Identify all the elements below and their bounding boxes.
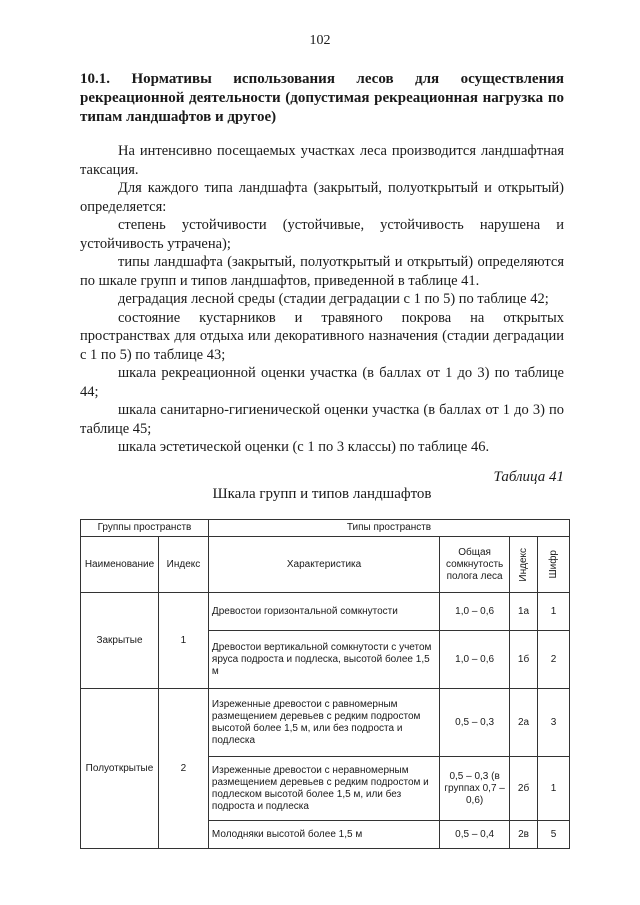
- group-name: Закрытые: [81, 593, 159, 689]
- code-cell: 5: [538, 821, 570, 849]
- paragraph: Для каждого типа ландшафта (закрытый, полуоткрытый и открытый) определяется:: [80, 180, 564, 215]
- paragraph: состояние кустарников и травяного покрова на открытых пространствах для отдыха или декоративного назначения (стадии деградации с 1 по 5) по таблице 43;: [80, 309, 564, 363]
- header-code-text: Шифр: [547, 550, 559, 579]
- header-name: Наименование: [81, 537, 159, 593]
- header-type-index-text: Индекс: [517, 547, 529, 582]
- group-index: 2: [158, 689, 208, 849]
- page-number: 102: [309, 33, 331, 48]
- body-text: [80, 142, 564, 457]
- code-cell: 1: [538, 757, 570, 821]
- paragraph: шкала рекреационной оценки участка (в баллах от 1 до 3) по таблице 44;: [80, 365, 564, 400]
- type-index-cell: 1а: [510, 593, 538, 631]
- table-header-row: [81, 520, 570, 537]
- paragraph: шкала санитарно-гигиенической оценки участка (в баллах от 1 до 3) по таблице 45;: [80, 402, 564, 437]
- type-index-cell: 2а: [510, 689, 538, 757]
- density-cell: 1,0 – 0,6: [440, 631, 510, 689]
- paragraph: На интенсивно посещаемых участках леса производится ландшафтная таксация.: [80, 143, 564, 178]
- landscape-table: [80, 519, 570, 849]
- type-index-cell: 1б: [510, 631, 538, 689]
- paragraph: деградация лесной среды (стадии деградации с 1 по 5) по таблице 42;: [118, 291, 549, 307]
- characteristic-cell: Молодняки высотой более 1,5 м: [208, 821, 439, 849]
- density-cell: 0,5 – 0,3 (в группах 0,7 – 0,6): [440, 757, 510, 821]
- characteristic-cell: Древостои горизонтальной сомкнутости: [208, 593, 439, 631]
- header-code: [538, 537, 570, 593]
- table-row: [81, 593, 570, 631]
- group-name: Полуоткрытые: [81, 689, 159, 849]
- header-groups: Группы пространств: [81, 520, 209, 537]
- table-header-row: [81, 537, 570, 593]
- code-cell: 1: [538, 593, 570, 631]
- header-density: Общая сомкнутость полога леса: [440, 537, 510, 593]
- characteristic-cell: Изреженные древостои с неравномерным размещением деревьев с редким подростом и подлеском высотой более 1,5 м, или без подроста и подлеска: [208, 757, 439, 821]
- table-label: Таблица 41: [493, 469, 564, 485]
- header-type-index: [510, 537, 538, 593]
- group-index: 1: [158, 593, 208, 689]
- code-cell: 2: [538, 631, 570, 689]
- type-index-cell: 2б: [510, 757, 538, 821]
- density-cell: 0,5 – 0,3: [440, 689, 510, 757]
- section-heading: 10.1. Нормативы использования лесов для осуществления рекреационной деятельности (допустимая рекреационная нагрузка по типам ландшафтов и другое): [80, 71, 564, 125]
- density-cell: 1,0 – 0,6: [440, 593, 510, 631]
- density-cell: 0,5 – 0,4: [440, 821, 510, 849]
- table-title: Шкала групп и типов ландшафтов: [212, 486, 432, 502]
- table-row: [81, 689, 570, 757]
- characteristic-cell: Древостои вертикальной сомкнутости с учетом яруса подроста и подлеска, высотой более 1,5 м: [208, 631, 439, 689]
- characteristic-cell: Изреженные древостои с равномерным размещением деревьев с редким подростом высотой более 1,5 м, или без подроста и подлеска: [208, 689, 439, 757]
- paragraph: степень устойчивости (устойчивые, устойчивость нарушена и устойчивость утрачена);: [80, 217, 564, 252]
- code-cell: 3: [538, 689, 570, 757]
- header-index: Индекс: [158, 537, 208, 593]
- paragraph: шкала эстетической оценки (с 1 по 3 классы) по таблице 46.: [118, 439, 490, 455]
- header-characteristic: Характеристика: [208, 537, 439, 593]
- paragraph: типы ландшафта (закрытый, полуоткрытый и открытый) определяются по шкале групп и типов ландшафтов, приведенной в таблице 41.: [80, 254, 564, 289]
- header-types: Типы пространств: [208, 520, 569, 537]
- type-index-cell: 2в: [510, 821, 538, 849]
